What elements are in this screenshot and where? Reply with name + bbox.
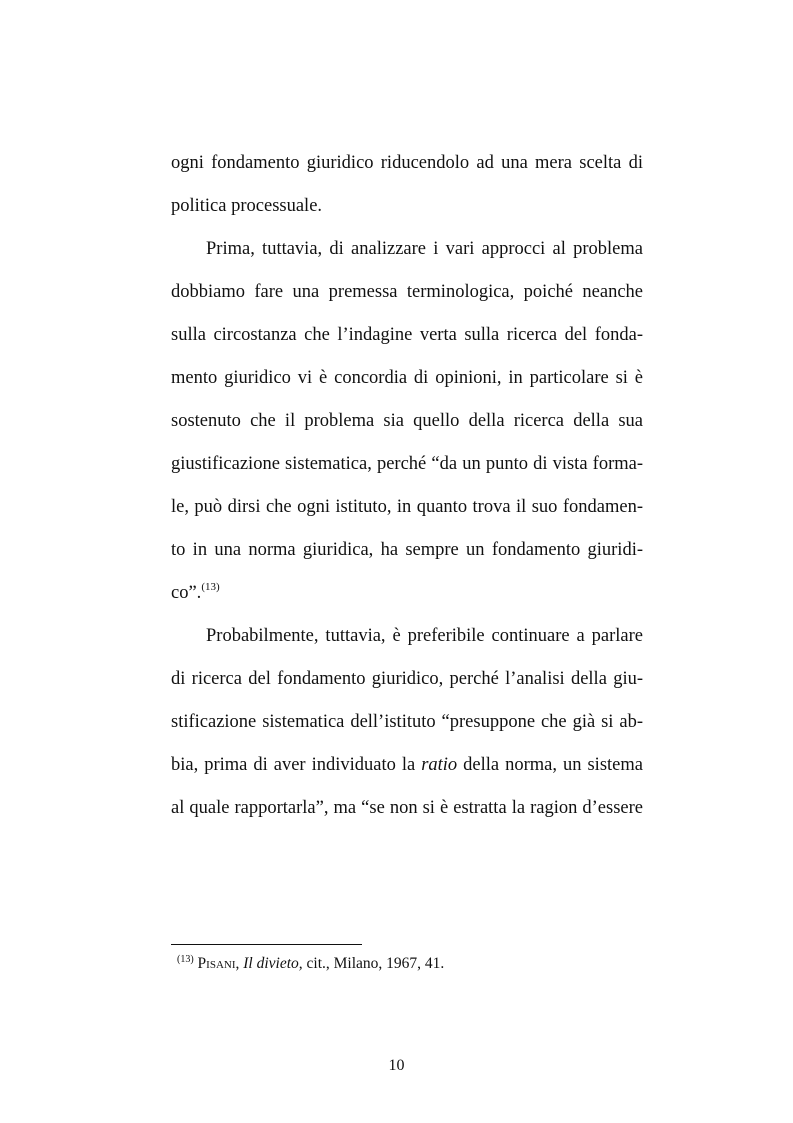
body-line-15-part-a: bia, prima di aver individuato la xyxy=(171,755,422,775)
body-line-1: ogni fondamento giuridico riducendolo ad una mera scelta di xyxy=(171,153,643,173)
body-line-15-part-b: della norma, un sistema xyxy=(457,755,643,775)
footnote-13 xyxy=(177,954,444,974)
page-number: 10 xyxy=(388,1057,405,1074)
body-line-14: stificazione sistematica dell’istituto “presuppone che già si ab- xyxy=(171,712,643,732)
body-line-16: al quale rapportarla”, ma “se non si è estratta la ragion d’essere xyxy=(171,798,643,818)
body-line-13: di ricerca del fondamento giuridico, perché l’analisi della giu- xyxy=(171,669,643,689)
footnote-title: Il divieto, xyxy=(243,955,303,972)
footnote-separator: , xyxy=(235,955,244,972)
body-line-5: sulla circostanza che l’indagine verta sulla ricerca del fonda- xyxy=(171,325,643,345)
body-line-4: dobbiamo fare una premessa terminologica, poiché neanche xyxy=(171,282,643,302)
body-line-8: giustificazione sistematica, perché “da un punto di vista forma- xyxy=(171,454,643,474)
footnote-citation: cit., Milano, 1967, 41. xyxy=(302,955,445,972)
footnote-number: (13) xyxy=(177,954,194,965)
ratio-italic: ratio xyxy=(421,755,458,775)
body-line-12: Probabilmente, tuttavia, è preferibile continuare a parlare xyxy=(206,626,643,646)
body-line-3: Prima, tuttavia, di analizzare i vari approcci al problema xyxy=(206,239,643,259)
body-line-6: mento giuridico vi è concordia di opinioni, in particolare si è xyxy=(171,368,643,388)
footnote-divider xyxy=(171,944,362,945)
body-line-2: politica processuale. xyxy=(171,196,323,216)
body-line-11-text: co”. xyxy=(171,583,202,603)
body-line-9: le, può dirsi che ogni istituto, in quanto trova il suo fondamen- xyxy=(171,497,643,517)
body-line-10: to in una norma giuridica, ha sempre un fondamento giuridi- xyxy=(171,540,643,560)
footnote-reference: (13) xyxy=(201,581,220,593)
footnote-author: Pisani xyxy=(197,955,236,972)
body-line-7: sostenuto che il problema sia quello della ricerca della sua xyxy=(171,411,643,431)
body-line-11 xyxy=(171,582,643,604)
body-line-15 xyxy=(171,754,643,776)
